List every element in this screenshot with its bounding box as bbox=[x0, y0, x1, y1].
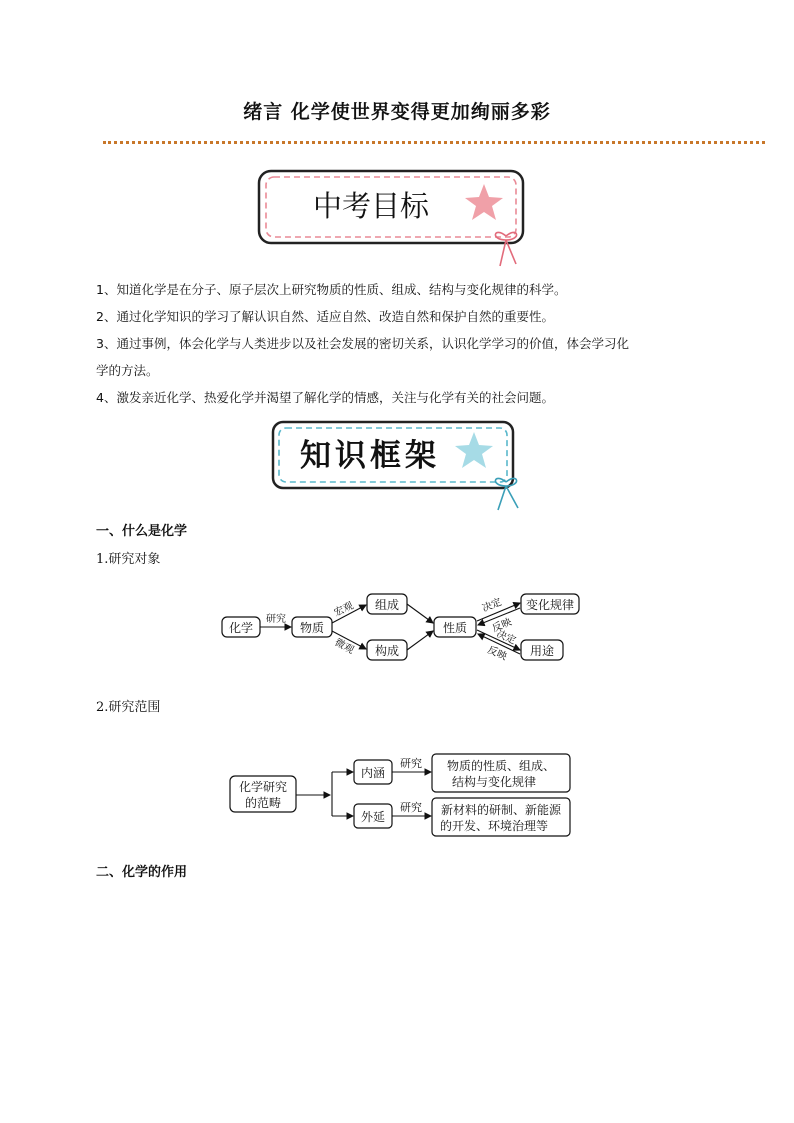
edge-label-reflect: 反映 bbox=[490, 616, 514, 635]
node-extension: 外延 bbox=[360, 810, 386, 824]
goals-banner-title: 中考目标 bbox=[312, 189, 430, 223]
dotted-divider bbox=[103, 141, 765, 144]
goals-list bbox=[96, 276, 706, 411]
framework-banner bbox=[270, 418, 528, 514]
section-heading: 二、化学的作用 bbox=[96, 865, 188, 880]
edge-label-research: 研究 bbox=[266, 614, 286, 625]
extension-text-line1: 新材料的研制、新能源 bbox=[440, 803, 562, 817]
goal-item: 2、通过化学知识的学习了解认识自然、适应自然、改造自然和保护自然的重要性。 bbox=[96, 309, 554, 324]
node-chemistry: 化学 bbox=[228, 621, 254, 635]
node-change-law: 变化规律 bbox=[525, 598, 575, 612]
node-composition: 组成 bbox=[374, 598, 400, 612]
goal-item: 1、知道化学是在分子、原子层次上研究物质的性质、组成、结构与变化规律的科学。 bbox=[96, 282, 567, 297]
research-scope-diagram bbox=[226, 748, 576, 842]
edge-label-research: 研究 bbox=[400, 801, 422, 814]
node-use: 用途 bbox=[529, 644, 555, 658]
connotation-text-line2: 结构与变化规律 bbox=[451, 775, 537, 789]
node-property: 性质 bbox=[442, 621, 468, 635]
edge-label-research: 研究 bbox=[400, 757, 422, 770]
goal-item: 4、激发亲近化学、热爱化学并渴望了解化学的情感，关注与化学有关的社会问题。 bbox=[96, 390, 554, 405]
edge-label-decide: 决定 bbox=[494, 628, 518, 647]
node-substance: 物质 bbox=[299, 621, 325, 635]
connotation-text-line1: 物质的性质、组成、 bbox=[446, 759, 556, 773]
scope-label-line2: 的范畴 bbox=[244, 796, 282, 810]
extension-text-line2: 的开发、环境治理等 bbox=[439, 819, 549, 833]
edge-label-micro: 微观 bbox=[332, 637, 356, 657]
subsection-heading: 1.研究对象 bbox=[96, 552, 161, 567]
goals-banner bbox=[256, 166, 532, 272]
edge-label-decide: 决定 bbox=[480, 596, 504, 615]
goal-item: 学的方法。 bbox=[96, 363, 159, 378]
research-object-diagram bbox=[215, 588, 595, 668]
framework-banner-title: 知识框架 bbox=[300, 438, 440, 474]
goal-item: 3、通过事例，体会化学与人类进步以及社会发展的密切关系，认识化学学习的价值，体会学习化 bbox=[96, 336, 629, 351]
node-structure: 构成 bbox=[374, 644, 400, 658]
page-title: 绪言 化学使世界变得更加绚丽多彩 bbox=[243, 101, 551, 123]
subsection-heading: 2.研究范围 bbox=[96, 700, 161, 715]
section-heading: 一、什么是化学 bbox=[96, 524, 188, 539]
scope-label-line1: 化学研究 bbox=[238, 780, 288, 794]
edge-label-reflect: 反映 bbox=[485, 644, 509, 663]
edge-label-macro: 宏观 bbox=[332, 600, 356, 619]
node-connotation: 内涵 bbox=[360, 766, 386, 780]
